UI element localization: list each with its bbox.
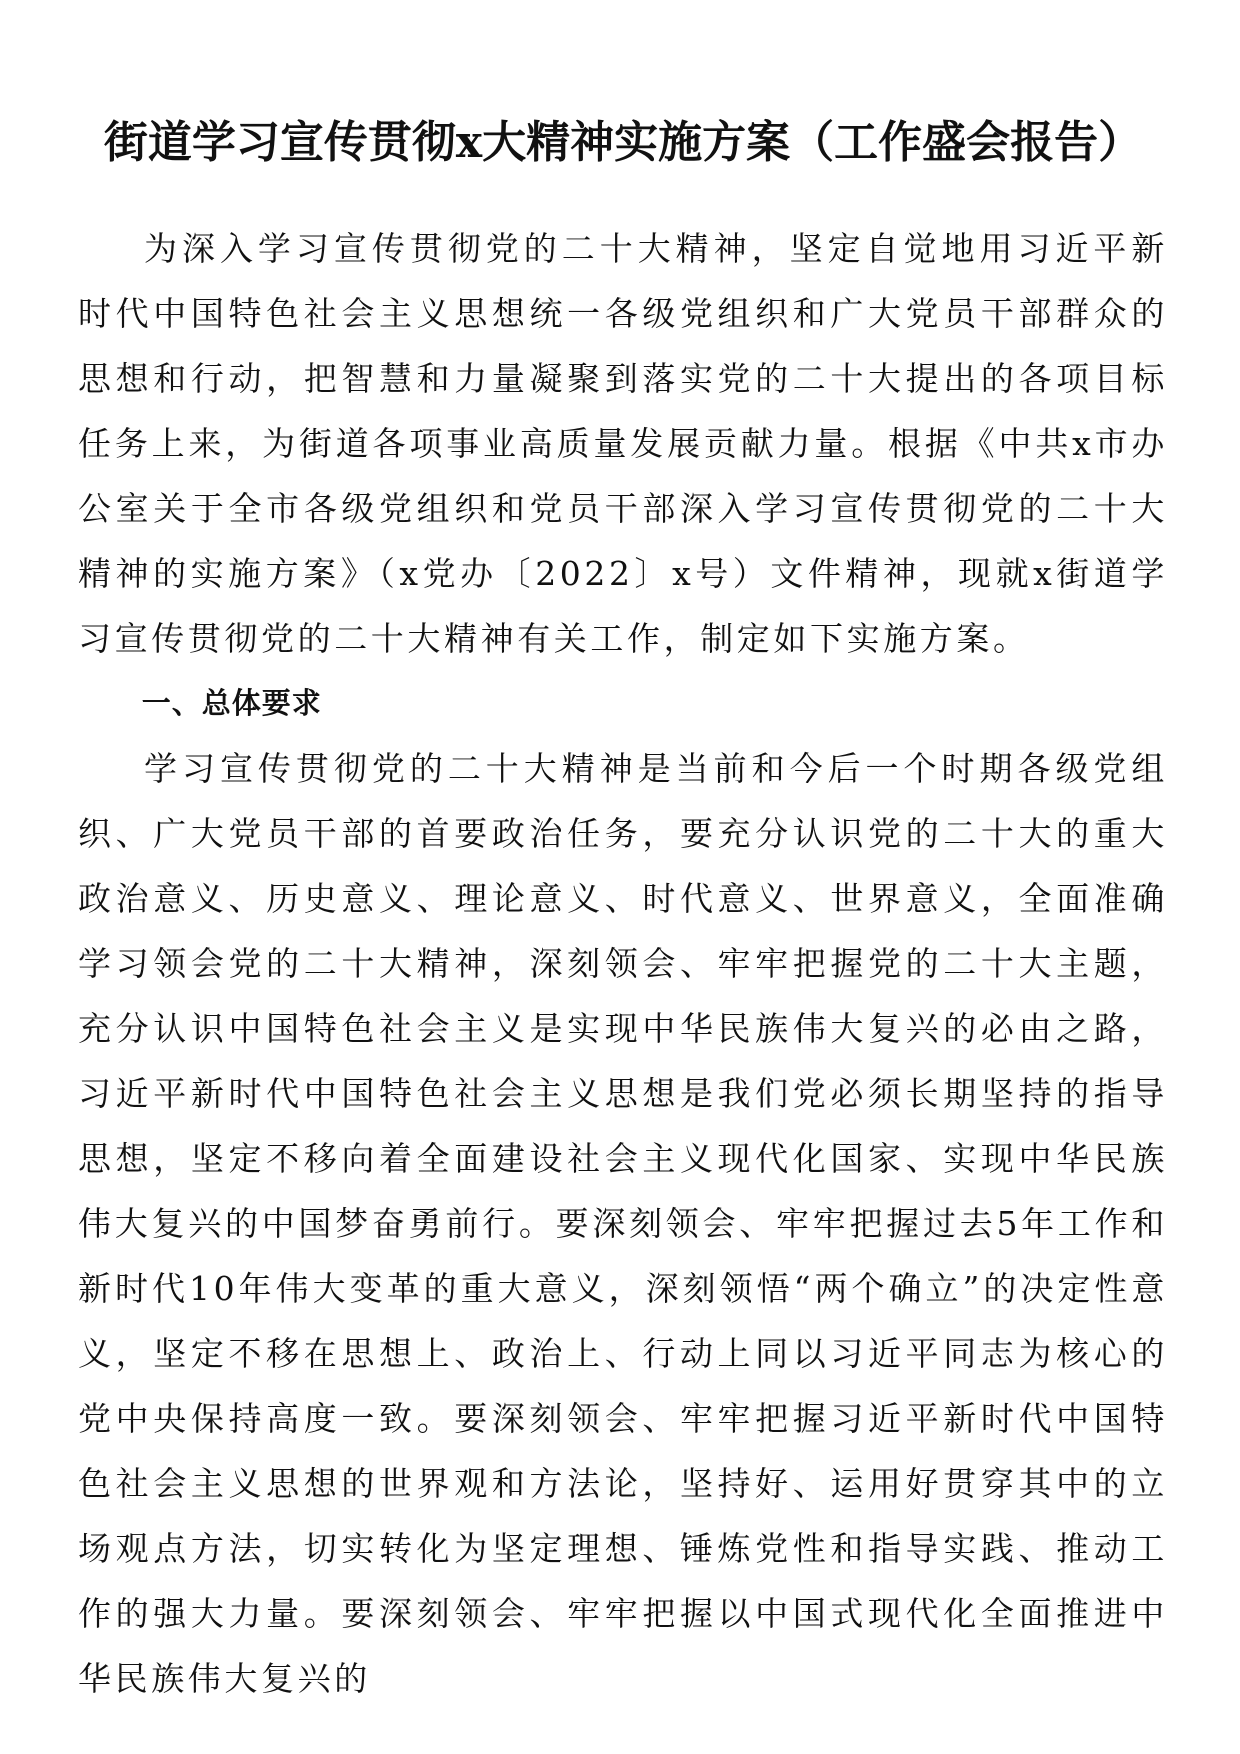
document-body (78, 216, 1168, 1711)
intro-paragraph: 为深入学习宣传贯彻党的二十大精神，坚定自觉地用习近平新时代中国特色社会主义思想统一各级党组织和广大党员干部群众的思想和行动，把智慧和力量凝聚到落实党的二十大提出的各项目标任务上来，为街道各项事业高质量发展贡献力量。根据《中共x市办公室关于全市各级党组织和党员干部深入学习宣传贯彻党的二十大精神的实施方案》（x党办〔2022〕x号）文件精神，现就x街道学习宣传贯彻党的二十大精神有关工作，制定如下实施方案。 (78, 229, 1168, 658)
section-heading-general-requirements: 一、总体要求 (141, 686, 322, 720)
general-requirements-paragraph: 学习宣传贯彻党的二十大精神是当前和今后一个时期各级党组织、广大党员干部的首要政治任务，要充分认识党的二十大的重大政治意义、历史意义、理论意义、时代意义、世界意义，全面准确学习领会党的二十大精神，深刻领会、牢牢把握党的二十大主题，充分认识中国特色社会主义是实现中华民族伟大复兴的必由之路，习近平新时代中国特色社会主义思想是我们党必须长期坚持的指导思想，坚定不移向着全面建设社会主义现代化国家、实现中华民族伟大复兴的中国梦奋勇前行。要深刻领会、牢牢把握过去5年工作和新时代10年伟大变革的重大意义，深刻领悟“两个确立”的决定性意义，坚定不移在思想上、政治上、行动上同以习近平同志为核心的党中央保持高度一致。要深刻领会、牢牢把握习近平新时代中国特色社会主义思想的世界观和方法论，坚持好、运用好贯穿其中的立场观点方法，切实转化为坚定理想、锤炼党性和指导实践、推动工作的强大力量。要深刻领会、牢牢把握以中国式现代化全面推进中华民族伟大复兴的 (78, 749, 1168, 1698)
document-title: 街道学习宣传贯彻x大精神实施方案（工作盛会报告） (103, 117, 1143, 168)
